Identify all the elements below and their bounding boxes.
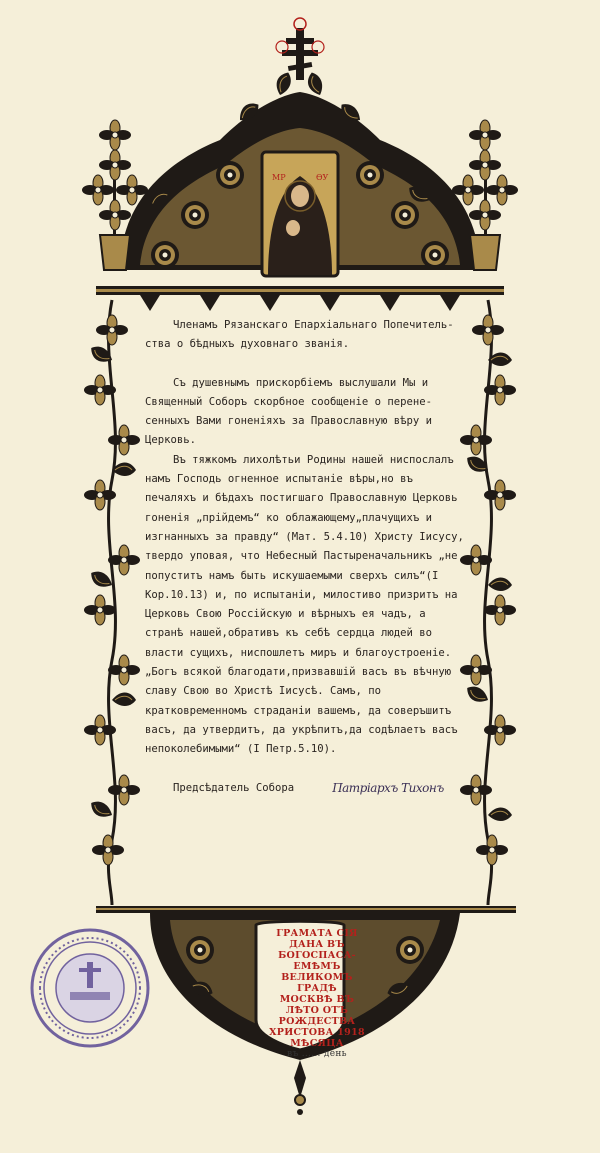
left-border-vine	[84, 300, 140, 905]
signature: Патріархъ Тихонъ	[332, 780, 444, 795]
inscription-line: РОЖДЕСТВА ХРИСТОВА 1918	[269, 1016, 365, 1038]
inscription-line: ГРАМАТА СІЯ	[276, 928, 358, 939]
sign-label: Предсѣдатель Собора	[173, 781, 295, 794]
letter-body	[145, 316, 465, 798]
signature-line	[145, 779, 465, 798]
closing-quote: „Богъ всякой благодати,призвавшій васъ въ вѣчную славу Свою во Христѣ Іисусѣ. Самъ, по кратковременномъ страданіи вашемъ, да соверъшитъ васъ, да утвердитъ, да укрѣпитъ,да содѣлаетъ васъ непоколебимыми“ (I Петр.5.10).	[145, 666, 458, 756]
right-border-vine	[460, 300, 516, 905]
paragraph-2: Въ тяжкомъ лихолѣтьи Родины нашей ниспослалъ намъ Господь огненное испытаніе вѣры,но въ печаляхъ и бѣдахъ постигшаго Православную Церковь гоненія „прійдемъ“ ко облажающему„плачущихъ и изгнанныхъ за правду“ (Мат. 5.4.10) Христу Іисусу, твердо уповая, что Небесный Пастыреначальникъ „не попуститъ намъ быть искушаемыми сверхъ силъ“(I Кор.10.13) и, по испытаніи, милостиво призритъ на Церковь Свою Россійскую и вѣрныхъ ея чадъ, а странѣ нашей,обративъ къ себѣ сердца людей во власти сущихъ, ниспошлетъ миръ и благоустроеніе.	[145, 453, 464, 659]
top-divider	[96, 286, 504, 311]
date-line: въ ...... день	[287, 1049, 347, 1059]
inscription-line: ЕМѢМЪ ВЕЛИКОМЪ ГРАДѢ	[281, 961, 353, 994]
salutation: Членамъ Рязанскаго Епархіальнаго Попечительства о бѣдныхъ духовнаго званія.	[145, 319, 454, 351]
red-inscription	[262, 928, 372, 1060]
icon-letter-right: ѲУ	[316, 173, 329, 182]
icon-letter-left: МР	[272, 173, 286, 182]
inscription-line: ДАНА ВЪ БОГОСПАСА-	[278, 939, 356, 961]
cross-icon	[276, 18, 324, 80]
seal-stamp	[32, 930, 148, 1046]
paragraph-1: Съ душевнымъ прискорбіемъ выслушали Мы и Священный Соборъ скорбное сообщеніе о перенесенныхъ Вами гоненіяхъ за Православную вѣру и Церковь.	[145, 376, 433, 447]
inscription-line: МѢСЯЦА	[290, 1038, 344, 1049]
theotokos-icon	[262, 152, 338, 276]
inscription-line: МОСКВѢ ВЪ ЛѢТО ОТЪ	[279, 994, 355, 1016]
